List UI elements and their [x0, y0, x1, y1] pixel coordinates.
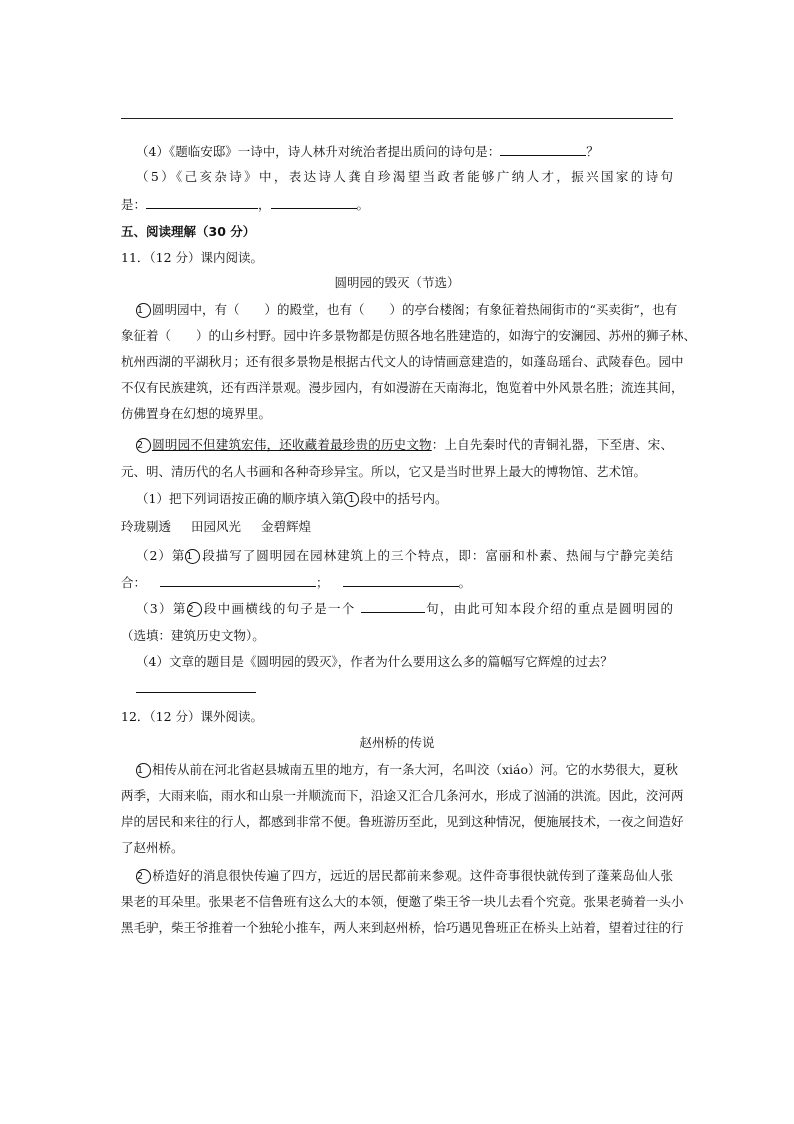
underlined-sentence: 圆明园不但建筑宏伟，还收藏着最珍贵的历史文物 — [152, 437, 432, 452]
word-item: 玲珑剔透 — [121, 519, 172, 534]
paragraph-line: 岸的居民和来往的行人，都感到非常不便。鲁班游历至此，见到这种情况，便施展技术，一夜之间造好 — [121, 814, 684, 829]
answer-blank[interactable] — [271, 195, 357, 209]
paragraph-line: 仿佛置身在幻想的境界里。 — [121, 406, 272, 421]
question-12-header: 12．（12 分）课外阅读。 — [121, 709, 264, 724]
question-4: （4）《题临安邸》一诗中，诗人林升对统治者提出质问的诗句是： ？ — [136, 144, 599, 159]
paragraph-number: 2 — [136, 869, 151, 884]
question-11-header: 11．（12 分）课内阅读。 — [121, 250, 264, 265]
passage-title: 圆明园的毁灭（节选） — [334, 275, 460, 290]
paragraph-line: 1 圆明园中，有（ ）的殿堂，也有（ ）的亭台楼阁；有象征着热闹街市的“买卖街”，也有 — [137, 302, 678, 317]
sub-question-2-answer: 合： ； 。 — [121, 575, 472, 590]
answer-line[interactable] — [136, 692, 256, 693]
answer-blank[interactable] — [361, 599, 425, 613]
paragraph-line: 了赵州桥。 — [121, 840, 184, 855]
paragraph-line: 两季，大雨来临，雨水和山泉一并顺流而下，沿途又汇合几条河水，形成了汹涌的洪流。因此，洨河两 — [121, 788, 684, 803]
answer-blank[interactable] — [500, 142, 586, 156]
paragraph-number: 1 — [185, 549, 200, 564]
paragraph-line: 元、明、清历代的名人书画和各种奇珍异宝。所以，它又是当时世界上最大的博物馆、艺术馆。 — [121, 464, 647, 479]
paragraph-number: 1 — [136, 303, 151, 318]
word-list — [121, 517, 673, 537]
paragraph-line: 象征着（ ）的山乡村野。园中许多景物都是仿照各地名胜建造的，如海宁的安澜园、苏州的狮子林、 — [121, 328, 697, 343]
paragraph-line: 不仅有民族建筑，还有西洋景观。漫步园内，有如漫游在天南海北，饱览着中外风景名胜；流连其间， — [121, 380, 684, 395]
sub-question-1: （1）把下列词语按正确的顺序填入第 1 段中的括号内。 — [136, 491, 448, 506]
answer-blank[interactable] — [146, 195, 258, 209]
paragraph-number: 2 — [187, 602, 202, 617]
question-5: （5）《己亥杂诗》中，表达诗人龚自珍渴望当政者能够广纳人才，振兴国家的诗句 — [136, 169, 673, 184]
answer-blank[interactable] — [343, 573, 459, 587]
paragraph-line: 果老的耳朵里。张果老不信鲁班有这么大的本领，便邀了柴王爷一块儿去看个究竟。张果老骑着一头小 — [121, 894, 684, 909]
paragraph-line: 1 相传从前在河北省赵县城南五里的地方，有一条大河，名叫洨（xiáo）河。它的水势很大，夏秋 — [137, 762, 679, 777]
header-rule — [121, 118, 673, 119]
word-item: 田园风光 — [191, 519, 242, 534]
passage-title: 赵州桥的传说 — [359, 735, 435, 750]
sub-question-3: （3）第2 段中画横线的句子是一个 句，由此可知本段介绍的重点是圆明园的 — [136, 601, 673, 616]
section-heading: 五、阅读理解（30 分） — [121, 224, 256, 239]
paragraph-number: 1 — [136, 763, 151, 778]
paragraph-line: 杭州西湖的平湖秋月；还有很多景物是根据古代文人的诗情画意建造的，如蓬岛瑶台、武陵春色。园中 — [121, 354, 684, 369]
paragraph-line: 2 圆明园不但建筑宏伟，还收藏着最珍贵的历史文物：上自先秦时代的青铜礼器，下至唐、宋、 — [137, 437, 673, 452]
sub-question-4: （4）文章的题目是《圆明园的毁灭》，作者为什么要用这么多的篇幅写它辉煌的过去？ — [136, 654, 613, 669]
word-item: 金碧辉煌 — [261, 519, 312, 534]
sub-question-2: （2）第1 段描写了圆明园在园林建筑上的三个特点，即：富丽和朴素、热闹与宁静完美结 — [136, 548, 673, 563]
answer-blank[interactable] — [160, 573, 316, 587]
paragraph-line: 黑毛驴，柴王爷推着一个独轮小推车，两人来到赵州桥，恰巧遇见鲁班正在桥头上站着，望着过往的行 — [121, 920, 684, 935]
paragraph-number: 2 — [136, 438, 151, 453]
paragraph-line: （选填：建筑历史文物）。 — [121, 628, 265, 643]
paragraph-number: 1 — [344, 492, 359, 507]
paragraph-line: 2 桥造好的消息很快传遍了四方，远近的居民都前来参观。这件奇事很快就传到了蓬莱岛仙人张 — [137, 868, 673, 883]
question-5-answer: 是： ， 。 — [121, 197, 370, 212]
